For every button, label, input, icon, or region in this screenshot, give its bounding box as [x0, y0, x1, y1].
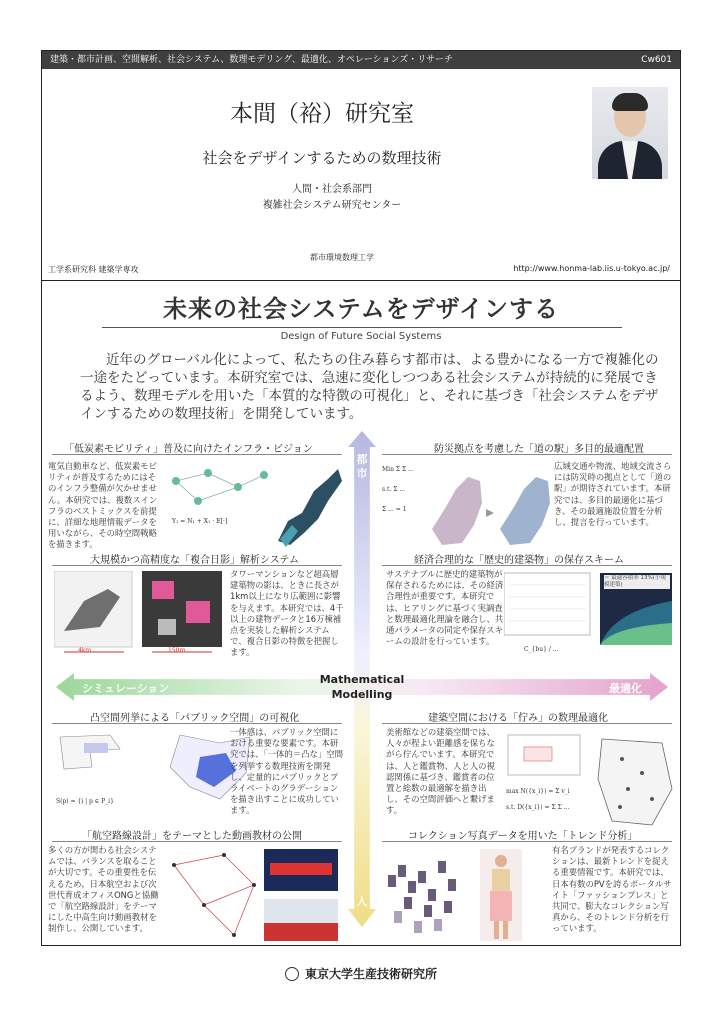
section-title-public-space: 凸空間列挙による「パブリック空間」の可視化	[90, 713, 300, 724]
section-title-michinoeki: 防災拠点を考慮した「道の駅」多目的最適配置	[434, 444, 644, 455]
scale-label-4km: 4km	[78, 647, 92, 654]
svg-text:Min Σ Σ ...: Min Σ Σ ...	[382, 466, 414, 473]
section-rule	[52, 565, 342, 566]
section-rule	[382, 723, 672, 724]
axis-top-label: 都市	[356, 453, 368, 480]
heritage-legend: ＝ 最適容積率 13%(小規模建築)	[604, 575, 670, 589]
axis-left-label: シミュレーション	[82, 682, 170, 695]
section-title-trend: コレクション写真データを用いた「トレンド分析」	[408, 831, 638, 842]
svg-text:Y₁ = N₁ + X₁ · 𝔼[·]: Y₁ = N₁ + X₁ · 𝔼[·]	[172, 518, 228, 525]
airline-figure	[164, 845, 342, 943]
scale-label-150m: 150m	[168, 647, 186, 654]
section-title-airline: 「航空路線設計」をテーマとした動画教材の公開	[82, 831, 302, 842]
axis-bottom-label: 人	[356, 895, 368, 908]
institute-name: 東京大学生産技術研究所	[304, 967, 437, 981]
lingering-figure	[502, 729, 676, 829]
svg-text:max N({x_i}) = Σ v_i: max N({x_i}) = Σ v_i	[506, 788, 570, 795]
intro-text: 近年のグローバル化によって、私たちの住み暮らす都市は、よる豊かになる一方で複雑化の一途をたどっています。本研究室では、急速に変化しつつある社会システムが持続的に発展できるよう、数理モデルを用いた「本質的な特徴の可視化」と、それに基づき「社会システムをデザインするための数理技術」を開発しています。	[80, 352, 659, 422]
section-rule	[52, 841, 342, 842]
svg-text:s.t. D({x_i}) = Σ Σ ...: s.t. D({x_i}) = Σ Σ ...	[506, 804, 570, 811]
michinoeki-figure	[380, 459, 552, 551]
section-rule	[52, 454, 342, 455]
lab-subtitle: 社会をデザインするための数理技術	[202, 149, 442, 167]
lab-url[interactable]: http://www.honma-lab.iis.u-tokyo.ac.jp/	[513, 264, 670, 273]
institute-footer	[0, 965, 722, 982]
section-text-heritage: サステナブルに歴史的建築物が保存されるためには、その経済合理性が重要です。本研究では、ヒアリングに基づく実調査と数理最適化理論を融合し、共通パラメータの同定や保存スキームの設計を行っています。	[386, 569, 504, 647]
center-label-line1: Mathematical	[319, 673, 405, 686]
center: 複雑社会システム研究センター	[262, 200, 402, 211]
field-name: 都市環境数理工学	[310, 253, 374, 262]
section-title-heritage: 経済合理的な「歴史的建築物」の保存スキーム	[414, 555, 624, 566]
section-title-shadow: 大規模かつ高精度な「複合日影」解析システム	[90, 555, 299, 566]
affiliation	[42, 182, 622, 214]
svg-text:C_{bu} / ...: C_{bu} / ...	[524, 646, 559, 653]
section-text-airline: 多くの方が関わる社会システムでは、バランスを取ることが大切です。その重要性を伝えるため、日本航空および次世代育成オフィスONGと協働で「航空路線設計」をテーマにした中高生向け動画教材を制作し、公開しています。	[48, 845, 159, 934]
shadow-figure	[54, 571, 226, 655]
graduate-school: 工学系研究科 建築学専攻	[48, 265, 139, 274]
mobility-figure	[168, 461, 344, 551]
public-space-figure	[50, 727, 260, 819]
title-underline	[102, 327, 622, 328]
lab-name: 本間（裕）研究室	[230, 101, 414, 127]
main-title: 未来の社会システムをデザインする	[163, 295, 559, 323]
center-label	[302, 672, 422, 702]
poster-code: Cw601	[641, 55, 672, 65]
section-text-lingering: 美術館などの建築空間では、人々が程よい距離感を保ちながら佇んでいます。本研究では、人と鑑賞物、人と人の視認関係に基づき、鑑賞者の位置と総数の最適解を描き出し、その空間評価へと繋げます。	[386, 727, 495, 816]
section-text-public-space: 一体感は、パブリック空間における重要な要素です。本研究では、「一体的＝凸な」空間を列挙する数理技術を開発し、定量的にパブリックとプライベートのグラデーションを描き出すことに成功しています。	[230, 727, 344, 816]
professor-photo	[592, 87, 668, 179]
center-label-line2: Modelling	[331, 688, 393, 701]
section-text-michinoeki: 広域交通や物流、地域交流さらには防災時の拠点として「道の駅」が期待されています。本研究では、多目的最適化に基づき、その最適施設位置を分析し、提言を行っています。	[554, 461, 672, 528]
section-text-mobility: 電気自動車など、低炭素モビリティが普及するためにはそのインフラ整備が欠かせません。本研究では、複数スインフラのベストミックスを前提に、詳細な地理情報データを用いながら、その時空間戦略を描きます。	[48, 461, 158, 550]
header-divider	[42, 280, 680, 281]
section-title-lingering: 建築空間における「佇み」の数理最適化	[428, 713, 608, 724]
keywords: 建築・都市計画、空間解析、社会システム、数理モデリング、最適化、オペレーションズ・リサーチ	[50, 55, 454, 65]
section-rule	[382, 841, 672, 842]
keyword-bar	[42, 51, 680, 69]
division: 人間・社会系部門	[292, 184, 372, 195]
section-text-shadow: タワーマンションなど超高層建築物の影は、ときに長さが1km以上になり広範囲に影響を与えます。本研究では、4千以上の建物データと16万棟補点を実装した解析システムで、複合日影の特徴を把握します。	[230, 569, 344, 658]
svg-text:Σ ... = 1: Σ ... = 1	[382, 506, 407, 513]
svg-text:S(p) = {i | p ∈ P_i}: S(p) = {i | p ∈ P_i}	[56, 798, 114, 805]
section-rule	[382, 454, 672, 455]
section-title-mobility: 「低炭素モビリティ」普及に向けたインフラ・ビジョン	[64, 444, 313, 455]
section-rule	[52, 723, 342, 724]
section-text-trend: 有名ブランドが発表するコレクションは、最新トレンドを捉える重要情報です。本研究では、日本有数のPVを誇るポータルサイト「ファッションプレス」と共同で、膨大なコレクション写真から、そのトレンド分析を行っています。	[552, 845, 672, 934]
poster-frame	[41, 50, 681, 946]
trend-figure	[384, 845, 548, 943]
section-rule	[382, 565, 672, 566]
axis-right-label: 最適化	[609, 682, 642, 695]
main-subtitle: Design of Future Social Systems	[280, 331, 442, 342]
svg-text:s.t. Σ ...: s.t. Σ ...	[382, 486, 406, 493]
university-seal-icon	[285, 967, 299, 981]
